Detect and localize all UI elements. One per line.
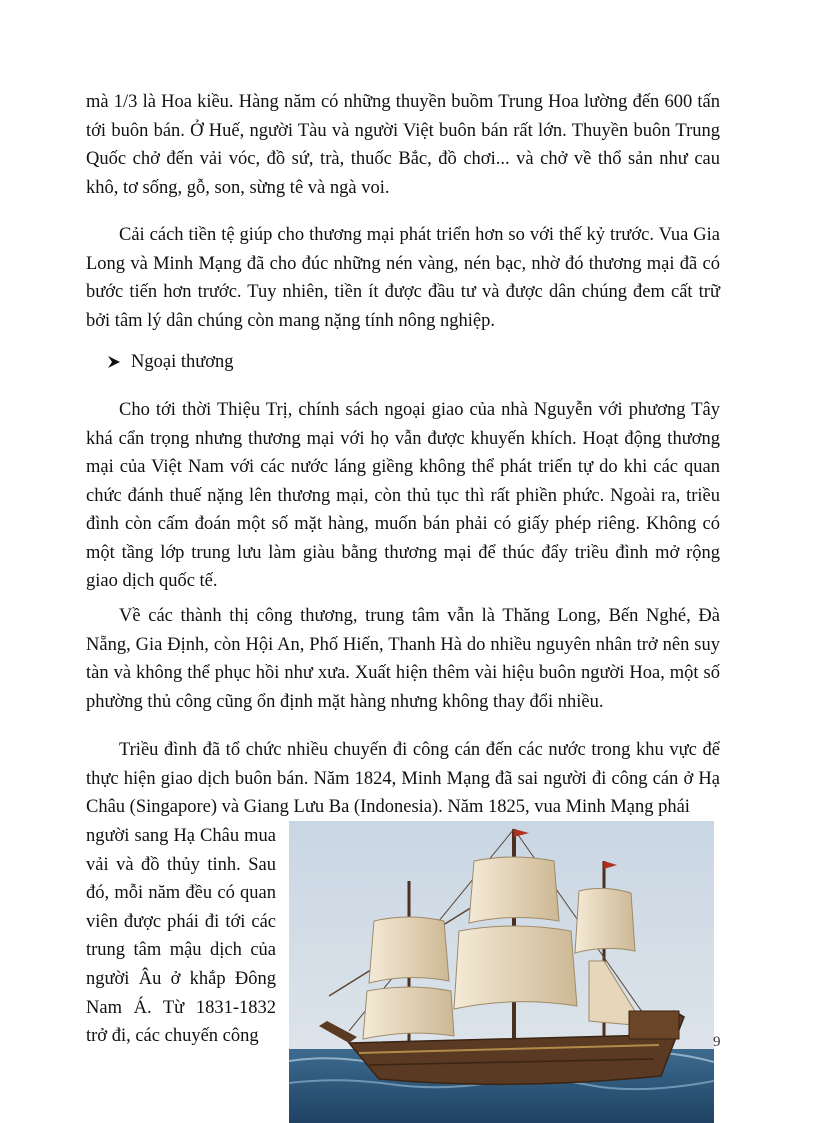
paragraph-missions: Triều đình đã tổ chức nhiều chuyến đi công cán đến các nước trong khu vực để thực hiện giao dịch buôn bán. Năm 1824, Minh Mạng đã sai người đi công cán ở Hạ Châu (Singapore) và Giang Lưu Ba (Indonesia). Năm 1825, vua Minh Mạng phái — [86, 740, 720, 817]
arrow-bullet-icon — [107, 355, 121, 369]
paragraph-trade-chinese: mà 1/3 là Hoa kiều. Hàng năm có những thuyền buồm Trung Hoa lường đến 600 tấn tới buôn bán. Ở Huế, người Tàu và người Việt buôn bán rất lớn. Thuyền buôn Trung Quốc chở đến vải vóc, đồ sứ, trà, thuốc Bắc, đồ chơi... và chở về thổ sản như cau khô, tơ sống, gỗ, son, sừng tê và ngà voi. — [86, 92, 720, 198]
page-number: 9 — [713, 1034, 721, 1050]
paragraph-foreign-policy: Cho tới thời Thiệu Trị, chính sách ngoại giao của nhà Nguyễn với phương Tây khá cẩn trọng nhưng thương mại với họ vẫn được khuyến khích. Hoạt động thương mại của Việt Nam với các nước láng giềng không thể phát triển tự do khi các quan chức đánh thuế nặng lên thương mại, còn thủ tục thì rất phiền phức. Ngoài ra, triều đình còn cấm đoán một số mặt hàng, muốn bán phải có giấy phép riêng. Không có một tầng lớp trung lưu làm giàu bằng thương mại để thúc đẩy triều đình mở rộng giao dịch quốc tế. — [86, 400, 720, 591]
paragraph-missions-continued: người sang Hạ Châu mua vải và đồ thủy tinh. Sau đó, mỗi năm đều có quan viên được phái đi tới các trung tâm mậu dịch của người Âu ở khắp Đông Nam Á. Từ 1831-1832 trở đi, các chuyến công — [86, 826, 276, 1047]
paragraph-urban-commerce: Về các thành thị công thương, trung tâm vẫn là Thăng Long, Bến Nghé, Đà Nẵng, Gia Định, còn Hội An, Phố Hiến, Thanh Hà do nhiều nguyên nhân trở nên suy tàn và không thể phục hồi như xưa. Xuất hiện thêm vài hiệu buôn người Hoa, một số phường thủ công cũng ổn định mặt hàng nhưng không thay đổi nhiều. — [86, 606, 720, 712]
sailing-ship-image — [289, 821, 714, 1123]
section-heading-text: Ngoại thương — [131, 352, 234, 372]
paragraph-currency-reform: Cải cách tiền tệ giúp cho thương mại phát triển hơn so với thế kỷ trước. Vua Gia Long và Minh Mạng đã cho đúc những nén vàng, nén bạc, nhờ đó thương mại đã có bước tiến hơn trước. Tuy nhiên, tiền ít được đầu tư và được dân chúng đem cất trữ bởi tâm lý dân chúng còn mang nặng tính nông nghiệp. — [86, 225, 720, 331]
section-heading-foreign-trade — [107, 348, 234, 376]
